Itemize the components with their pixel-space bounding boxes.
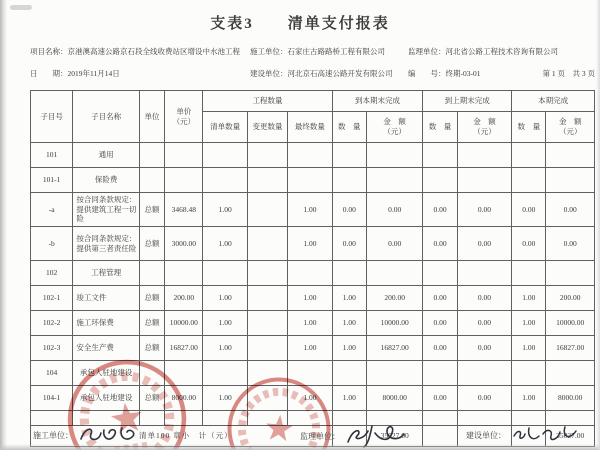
table-cell: 1.00 — [288, 386, 332, 411]
table-cell: 0.00 — [423, 227, 457, 261]
col-unit-price: 单价 （元） — [165, 91, 203, 143]
item-no-cell: -b — [31, 227, 73, 261]
table-cell — [247, 311, 287, 336]
table-cell: 1.00 — [288, 193, 332, 227]
table-cell: 1.00 — [288, 286, 332, 311]
item-name-cell: 按合同条款规定：提供建筑工程一切险 — [73, 193, 140, 227]
item-no-cell: -a — [31, 193, 73, 227]
table-cell: 1.00 — [203, 286, 247, 311]
table-cell: 0.00 — [457, 193, 511, 227]
table-cell: 16827.00 — [546, 336, 595, 361]
total-to-current-end-amount: 35027.00 — [366, 426, 422, 447]
table-cell: 1.00 — [288, 336, 332, 361]
table-cell — [457, 361, 511, 386]
table-cell: 8000.00 — [546, 386, 595, 411]
table-row — [31, 227, 595, 261]
col-amount-last: 金 额 （元） — [457, 112, 511, 143]
total-label: 清单100 章小 计（元） — [31, 426, 333, 447]
item-no-cell: 102-2 — [31, 311, 73, 336]
table-cell: 总额 — [139, 193, 164, 227]
table-cell: 1.00 — [203, 311, 247, 336]
table-cell — [366, 143, 422, 168]
table-cell: 0.00 — [423, 386, 457, 411]
item-name-cell: 按合同条款规定：提供第三者责任险 — [73, 227, 140, 261]
table-row — [31, 311, 595, 336]
table-cell — [366, 261, 422, 286]
table-cell: 1.00 — [288, 227, 332, 261]
item-name-cell: 承包人驻地建设 — [73, 361, 140, 386]
table-cell: 200.00 — [546, 286, 595, 311]
table-cell — [366, 361, 422, 386]
group-current-period: 本期完成 — [512, 91, 595, 112]
table-row — [31, 261, 595, 286]
table-cell — [512, 168, 546, 193]
table-cell: 3000.00 — [165, 227, 203, 261]
table-cell: 0.00 — [457, 336, 511, 361]
table-cell: 200.00 — [165, 286, 203, 311]
table-cell: 1.00 — [203, 386, 247, 411]
item-no-cell: 104 — [31, 361, 73, 386]
table-cell — [423, 143, 457, 168]
item-name-cell: 施工环保费 — [73, 311, 140, 336]
table-cell: 0.00 — [366, 193, 422, 227]
handwritten-signature-owner — [510, 424, 580, 446]
table-cell — [165, 168, 203, 193]
table-cell — [247, 193, 287, 227]
scan-edge-bottom — [0, 444, 600, 450]
col-qty-last: 数 量 — [423, 112, 457, 143]
table-cell: 总额 — [139, 336, 164, 361]
table-cell: 16827.00 — [366, 336, 422, 361]
item-no-cell: 102-1 — [31, 286, 73, 311]
table-cell: 0.00 — [332, 227, 366, 261]
date-field: 日 期：2019年11月14日 — [30, 69, 120, 78]
table-cell — [247, 261, 287, 286]
header-meta — [30, 46, 595, 79]
table-cell: 总额 — [139, 311, 164, 336]
col-list-qty: 清单数量 — [203, 112, 247, 143]
table-cell — [288, 143, 332, 168]
table-cell — [288, 168, 332, 193]
table-cell — [423, 361, 457, 386]
table-cell — [247, 227, 287, 261]
table-cell: 总额 — [139, 227, 164, 261]
table-cell: 0.00 — [457, 227, 511, 261]
table-cell — [546, 261, 595, 286]
col-final-qty: 最终数量 — [288, 112, 332, 143]
scan-smudge — [10, 5, 32, 10]
table-cell: 总额 — [139, 386, 164, 411]
table-cell — [423, 261, 457, 286]
table-cell: 1.00 — [332, 311, 366, 336]
table-cell: 1.00 — [332, 386, 366, 411]
item-no-cell: 102 — [31, 261, 73, 286]
table-cell: 1.00 — [512, 386, 546, 411]
table-cell: 16827.00 — [165, 336, 203, 361]
item-name-cell: 竣工文件 — [73, 286, 140, 311]
col-qty-period: 数 量 — [512, 112, 546, 143]
item-name-cell: 工程管理 — [73, 261, 140, 286]
item-no-cell: 102-3 — [31, 336, 73, 361]
table-cell: 0.00 — [366, 227, 422, 261]
table-cell: 1.00 — [512, 336, 546, 361]
table-cell — [457, 168, 511, 193]
table-cell: 0.00 — [546, 227, 595, 261]
table-cell: 1.00 — [512, 286, 546, 311]
table-row — [31, 168, 595, 193]
total-current-period-amount: 35027.00 — [546, 426, 595, 447]
page-indicator: 第 1 页 共 3 页 — [542, 69, 595, 78]
item-no-cell: 101 — [31, 143, 73, 168]
col-amount-current: 金 额 （元） — [366, 112, 422, 143]
table-cell — [247, 168, 287, 193]
table-cell: 0.00 — [457, 286, 511, 311]
table-row — [31, 193, 595, 227]
table-cell: 0.00 — [512, 193, 546, 227]
table-cell: 200.00 — [366, 286, 422, 311]
table-cell — [457, 143, 511, 168]
table-cell: 0.00 — [546, 193, 595, 227]
col-item-no: 子目号 — [31, 91, 73, 143]
table-cell: 0.00 — [423, 286, 457, 311]
table-cell — [139, 143, 164, 168]
table-row — [31, 286, 595, 311]
handwritten-signature-contractor — [77, 424, 139, 446]
table-cell — [165, 143, 203, 168]
doc-number-field: 编 号：终期-03-01 — [408, 69, 481, 78]
table-cell — [332, 261, 366, 286]
contractor-signature-block — [33, 424, 139, 446]
table-cell — [203, 143, 247, 168]
page-title: 支表3 清单支付报表 — [210, 16, 390, 32]
table-cell — [546, 143, 595, 168]
table-cell — [512, 143, 546, 168]
supervisor-sign-label: 监理单位： — [300, 431, 340, 441]
item-name-cell: 保险费 — [73, 168, 140, 193]
table-cell — [332, 143, 366, 168]
table-cell: 1.00 — [332, 286, 366, 311]
table-cell — [332, 361, 366, 386]
item-name-cell: 承包人驻地建设 — [73, 386, 140, 411]
item-name-cell: 通用 — [73, 143, 140, 168]
contractor-field: 施工单位：石家庄古路路桥工程有限公司 — [250, 47, 385, 56]
owner-signature-block — [466, 424, 580, 446]
scan-edge-left — [0, 0, 7, 450]
table-cell — [457, 261, 511, 286]
table-cell: 1.00 — [203, 227, 247, 261]
group-to-current-end: 到本期末完成 — [332, 91, 423, 112]
table-cell: 10000.00 — [366, 311, 422, 336]
table-cell — [288, 261, 332, 286]
owner-sign-label: 建设单位： — [466, 430, 506, 440]
col-change-qty: 变更数量 — [247, 112, 287, 143]
col-unit: 单位 — [139, 91, 164, 143]
owner-field: 建设单位：河北京石高速公路开发有限公司 — [250, 69, 393, 78]
table-cell — [512, 261, 546, 286]
table-cell: 10000.00 — [165, 311, 203, 336]
table-row — [31, 143, 595, 168]
table-cell: 1.00 — [332, 336, 366, 361]
table-cell: 0.00 — [512, 227, 546, 261]
table-cell — [165, 261, 203, 286]
table-cell — [512, 361, 546, 386]
table-cell: 总额 — [139, 286, 164, 311]
table-cell: 0.00 — [332, 193, 366, 227]
col-qty-current: 数 量 — [332, 112, 366, 143]
table-cell — [203, 168, 247, 193]
table-cell — [366, 168, 422, 193]
item-no-cell: 101-1 — [31, 168, 73, 193]
table-cell: 1.00 — [203, 336, 247, 361]
table-cell: 0.00 — [423, 311, 457, 336]
table-cell: 3468.48 — [165, 193, 203, 227]
table-cell — [546, 361, 595, 386]
item-no-cell: 104-1 — [31, 386, 73, 411]
table-row — [31, 336, 595, 361]
table-cell: 0.00 — [423, 193, 457, 227]
scan-edge-right — [596, 0, 600, 450]
table-cell: 0.00 — [423, 336, 457, 361]
table-cell — [203, 261, 247, 286]
project-name-field: 项目名称：京港澳高速公路京石段全线收费站区增设中水池工程 — [30, 47, 240, 56]
table-cell — [423, 168, 457, 193]
col-amount-period: 金 额 （元） — [546, 112, 595, 143]
table-cell: 10000.00 — [546, 311, 595, 336]
table-cell — [546, 168, 595, 193]
table-cell: 1.00 — [288, 311, 332, 336]
table-cell: 8000.00 — [366, 386, 422, 411]
col-item-name: 子目名称 — [73, 91, 140, 143]
table-cell — [332, 168, 366, 193]
table-cell — [247, 286, 287, 311]
group-quantity: 工程数量 — [203, 91, 332, 112]
table-cell: 0.00 — [457, 386, 511, 411]
table-cell — [139, 261, 164, 286]
supervisor-field: 监理单位：河北省公路工程技术咨询有限公司 — [408, 47, 558, 56]
table-header — [31, 91, 595, 143]
item-name-cell: 安全生产费 — [73, 336, 140, 361]
table-cell — [247, 143, 287, 168]
table-cell — [139, 168, 164, 193]
table-cell: 1.00 — [203, 193, 247, 227]
contractor-sign-label: 施工单位： — [33, 430, 73, 440]
table-cell: 8000.00 — [165, 386, 203, 411]
table-cell: 0.00 — [457, 311, 511, 336]
table-cell — [247, 336, 287, 361]
table-cell: 1.00 — [512, 311, 546, 336]
group-to-last-end: 到上期末完成 — [423, 91, 512, 112]
